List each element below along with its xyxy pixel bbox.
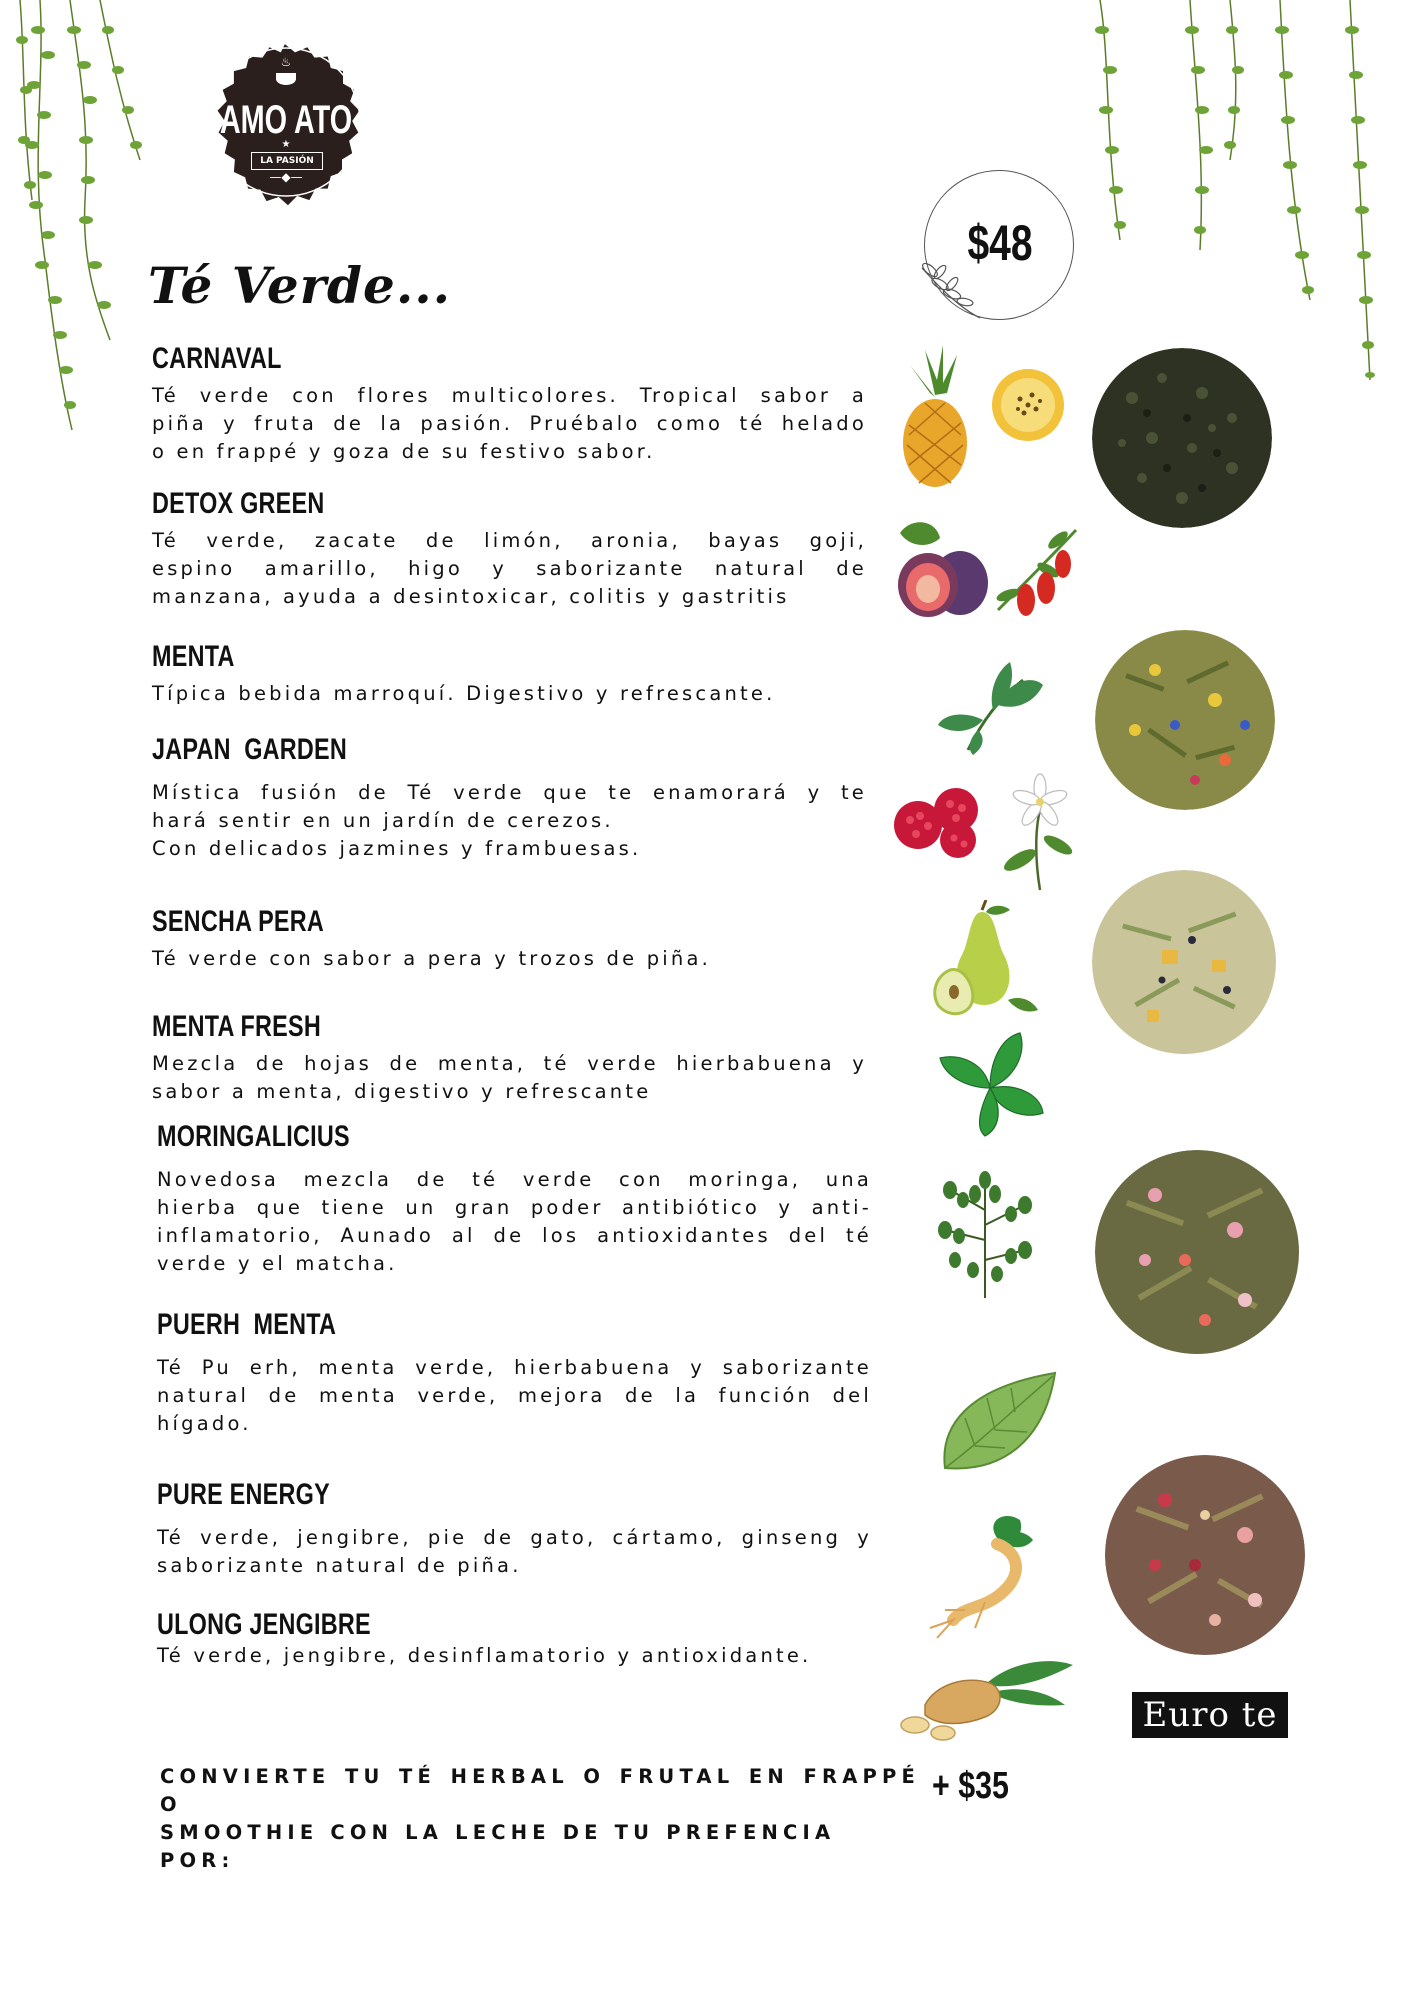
- item-name: MENTA FRESH: [152, 1010, 321, 1043]
- item-name: SENCHA PERA: [152, 905, 325, 938]
- menu-item-pure-energy: [157, 1478, 877, 1580]
- item-name: PURE ENERGY: [157, 1478, 330, 1511]
- item-description: Novedosa mezcla de té verde con moringa, una hierba que tiene un gran poder antibiótico y anti- inflamatorio, Aunado al de los antioxidantes del té verde y el matcha.: [157, 1168, 872, 1275]
- item-description: Té verde, jengibre, pie de gato, cártamo, ginseng y saborizante natural de piña.: [157, 1526, 872, 1577]
- jasmine-flower-icon: [990, 770, 1080, 895]
- item-description: Típica bebida marroquí. Digestivo y refrescante.: [152, 682, 776, 705]
- page-title: Té Verde...: [148, 256, 452, 315]
- goji-berries-icon: [988, 520, 1083, 620]
- item-name: MORINGALICIUS: [157, 1120, 350, 1153]
- tea-swatch-sencha-pera-blend: [1092, 870, 1277, 1055]
- tea-swatch-moringa-blend: [1095, 1150, 1300, 1355]
- item-description: Té Pu erh, menta verde, hierbabuena y saborizante natural de menta verde, mejora de la función del hígado.: [157, 1356, 872, 1435]
- ginger-root-icon: [895, 1645, 1075, 1745]
- footer-note: [160, 1763, 920, 1875]
- hanging-plant-left-icon: [0, 0, 170, 440]
- brand-logo: [192, 28, 380, 216]
- item-name: DETOX GREEN: [152, 487, 325, 520]
- moringa-icon: [925, 1170, 1045, 1300]
- item-name: JAPAN GARDEN: [152, 733, 348, 766]
- svg-text:♨: ♨: [280, 55, 292, 69]
- logo-star-icon: ★: [281, 139, 291, 150]
- mint-leaf-icon: [935, 1368, 1060, 1478]
- item-name: PUERH MENTA: [157, 1308, 337, 1341]
- tea-swatch-pure-energy-blend: [1105, 1455, 1305, 1655]
- item-name: CARNAVAL: [152, 342, 282, 375]
- item-description: Té verde con flores multicolores. Tropical sabor a piña y fruta de la pasión. Pruébalo como té helado o en frappé y goza de su festivo sabor.: [152, 384, 867, 463]
- footer-price: + $35: [932, 1765, 1009, 1807]
- logo-tagline: LA PASIÓN: [251, 152, 323, 170]
- pineapple-icon: [895, 345, 975, 490]
- item-description: Té verde, zacate de limón, aronia, bayas goji, espino amarillo, higo y saborizante natural de manzana, ayuda a desintoxicar, colitis y gastritis: [152, 529, 867, 608]
- raspberries-icon: [888, 780, 988, 860]
- price-value: $48: [967, 215, 1033, 271]
- menu-item-puerh-menta: [157, 1308, 877, 1438]
- tea-swatch-carnaval-blend: [1095, 630, 1275, 810]
- item-name: MENTA: [152, 640, 235, 673]
- menu-item-menta: [152, 640, 872, 708]
- menu-item-japan-garden: [152, 733, 872, 863]
- ginseng-root-icon: [925, 1510, 1045, 1640]
- menu-item-ulong-jengibre: [157, 1608, 877, 1670]
- menu-item-sencha-pera: [152, 905, 872, 973]
- fig-icon: [890, 513, 990, 618]
- menu-item-carnaval: [152, 342, 872, 466]
- item-description: Té verde, jengibre, desinflamatorio y antioxidante.: [157, 1644, 812, 1667]
- tea-swatch-loose-green: [1092, 348, 1272, 528]
- pear-icon: [920, 900, 1040, 1020]
- menu-item-moringalicius: [157, 1120, 877, 1278]
- item-description: Té verde con sabor a pera y trozos de piña.: [152, 947, 712, 970]
- item-description: Mística fusión de Té verde que te enamorará y te hará sentir en un jardín de cerezos. Con delicados jazmines y frambuesas.: [152, 781, 867, 860]
- footer-line-2: SMOOTHIE CON LA LECHE DE TU PREFENCIA POR:: [160, 1821, 836, 1872]
- item-name: ULONG JENGIBRE: [157, 1608, 371, 1641]
- hanging-plant-right-icon: [1080, 0, 1414, 390]
- mint-sprig-icon: [938, 660, 1048, 755]
- menu-item-detox-green: [152, 487, 872, 611]
- menu-item-menta-fresh: [152, 1010, 872, 1106]
- footer-line-1: CONVIERTE TU TÉ HERBAL O FRUTAL EN FRAPPÉ O: [160, 1765, 920, 1816]
- item-description: Mezcla de hojas de menta, té verde hierbabuena y sabor a menta, digestivo y refrescante: [152, 1052, 867, 1103]
- mint-leaves-icon: [935, 1028, 1045, 1138]
- brand-badge: Euro te: [1132, 1692, 1288, 1738]
- price-badge: [910, 168, 1080, 328]
- passion-fruit-icon: [990, 365, 1066, 443]
- logo-cutlery-icon: —◆—: [269, 170, 303, 184]
- logo-name: AMO ATO: [219, 98, 353, 142]
